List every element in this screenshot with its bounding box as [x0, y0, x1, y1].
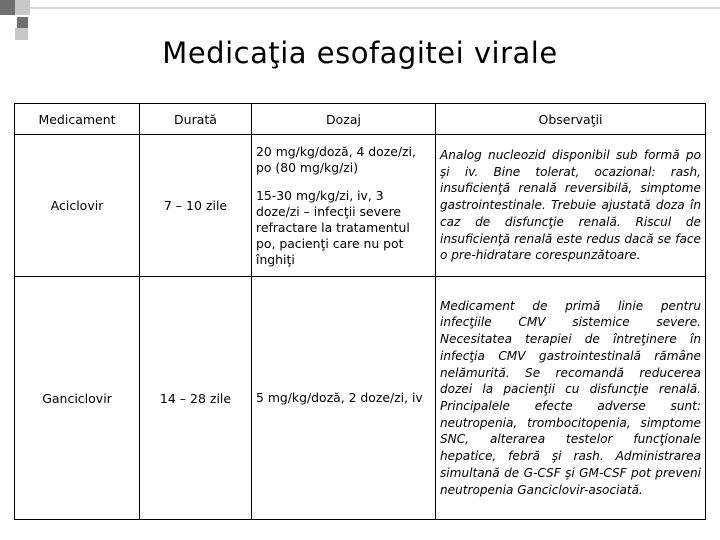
- medication-table: [14, 103, 706, 520]
- deco-square-light: [15, 0, 30, 15]
- drug-name: Aciclovir: [15, 135, 140, 277]
- dose-value: 5 mg/kg/doză, 2 doze/zi, iv: [252, 277, 436, 520]
- header-durata: Durată: [140, 104, 252, 135]
- page-title: Medicaţia esofagitei virale: [162, 36, 558, 70]
- observations-text: Analog nucleozid disponibil sub formă po şi iv. Bine tolerat, ocazional: rash, insuficienţă renală reversibilă, simptome gastrointestinale. Trebuie ajustată doza în caz de disfuncţie renală. Riscul de insuficienţă renală este redus dacă se face o pre-hidratare corespunzătoare.: [436, 135, 706, 277]
- drug-name: Ganciclovir: [15, 277, 140, 520]
- table-row: [15, 135, 706, 277]
- header-medicament: Medicament: [15, 104, 140, 135]
- table-header-row: [15, 104, 706, 135]
- header-dozaj: Dozaj: [252, 104, 436, 135]
- deco-square-dark-small: [17, 17, 28, 28]
- deco-square-dark: [0, 0, 15, 15]
- duration-value: 7 – 10 zile: [140, 135, 252, 277]
- dose-iv: 15-30 mg/kg/zi, iv, 3 doze/zi – infecţii severe refractare la tratamentul po, pacienţi care nu pot înghiţi: [256, 187, 410, 267]
- corner-decoration: [0, 0, 720, 40]
- dose-oral: 20 mg/kg/doză, 4 doze/zi, po (80 mg/kg/zi): [256, 143, 416, 175]
- observations-text: Medicament de primă linie pentru infecţiile CMV sistemice severe. Necesitatea terapiei de întreţinere în infecţia CMV gastrointestinală rămâne nelămurită. Se recomandă reducerea dozei la pacienţii cu disfuncţie renală. Principalele efecte adverse sunt: neutropenia, trombocitopenia, simptome SNC, alterarea testelor funcţionale hepatice, febră şi rash. Administrarea simultană de G-CSF şi GM-CSF pot preveni neutropenia Ganciclovir-asociată.: [436, 277, 706, 520]
- table-row: [15, 277, 706, 520]
- dose-cell: [252, 135, 436, 277]
- duration-value: 14 – 28 zile: [140, 277, 252, 520]
- header-observatii: Observaţii: [436, 104, 706, 135]
